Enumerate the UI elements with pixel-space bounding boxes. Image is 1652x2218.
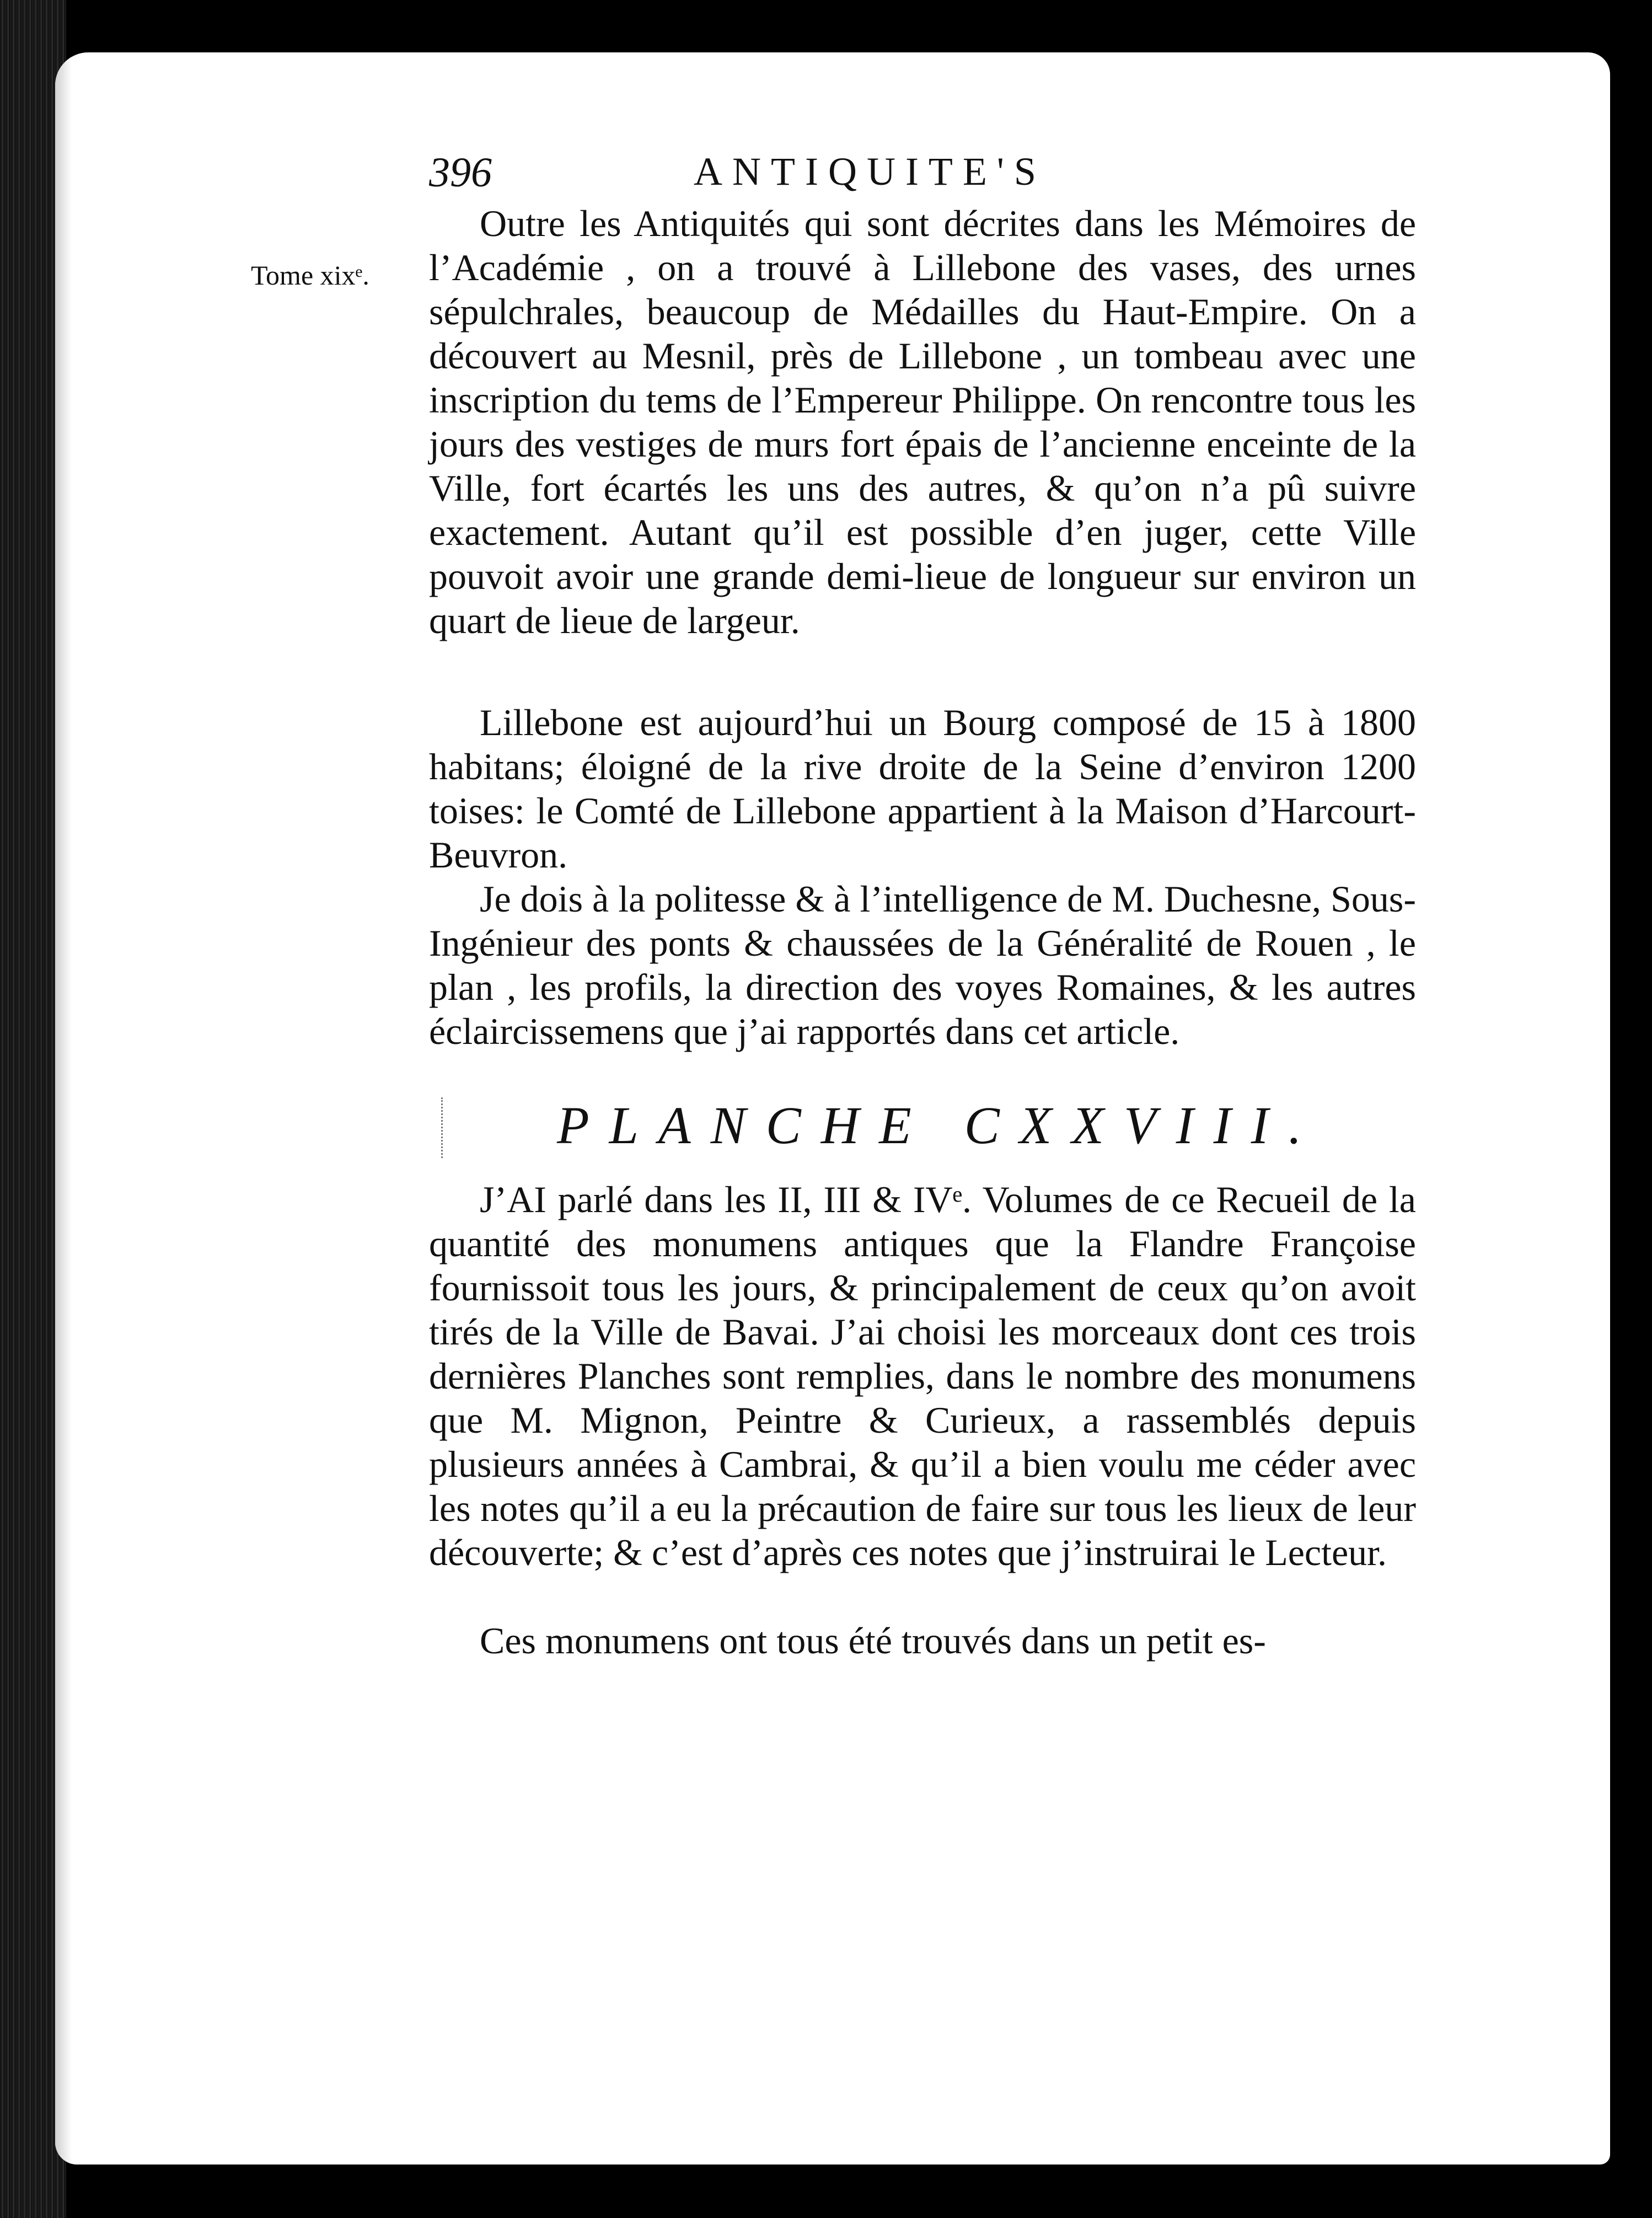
plate-heading: PLANCHE CXXVIII. [557, 1096, 1322, 1155]
margin-dotted-mark [441, 1097, 446, 1158]
running-title: ANTIQUITE'S [694, 149, 1046, 194]
text-block-2 [429, 700, 1416, 877]
text-block-1 [429, 201, 1416, 642]
paragraph-4: J’AI parlé dans les II, III & IVᵉ. Volumes de ce Recueil de la quantité des monumens antiques que la Flandre Françoise fournissoit tous les jours, & principalement de ceux qu’on avoit tirés de la Ville de Bavai. J’ai choisi les morceaux dont ces trois dernières Planches sont remplies, dans le nombre des monumens que M. Mignon, Peintre & Curieux, a rassemblés depuis plusieurs années à Cambrai, & qu’il a bien voulu me céder avec les notes qu’il a eu la précaution de faire sur tous les lieux de leur découverte; & c’est d’après ces notes que j’instruirai le Lecteur. [429, 1178, 1416, 1573]
paragraph-1: Outre les Antiquités qui sont décrites dans les Mémoires de l’Académie , on a trouvé à Lillebone des vases, des urnes sépulchrales, beaucoup de Médailles du Haut-Empire. On a découvert au Mesnil, près de Lillebone , un tombeau avec une inscription du tems de l’Empereur Philippe. On rencontre tous les jours des vestiges de murs fort épais de l’ancienne enceinte de la Ville, fort écartés les uns des autres, & qu’on n’a pû suivre exactement. Autant qu’il est possible d’en juger, cette Ville pouvoit avoir une grande demi-lieue de longueur sur environ un quart de lieue de largeur. [429, 202, 1416, 641]
paragraph-2: Lillebone est aujourd’hui un Bourg composé de 15 à 1800 habitans; éloigné de la rive droite de la Seine d’environ 1200 toises: le Comté de Lillebone appartient à la Maison d’Harcourt-Beuvron. [429, 701, 1416, 876]
page-number: 396 [429, 149, 492, 196]
margin-note: Tome xixᵉ. [251, 260, 369, 291]
text-block-3 [429, 877, 1416, 1053]
text-block-4 [429, 1177, 1416, 1574]
paragraph-5: Ces monumens ont tous été trouvés dans un petit es- [480, 1620, 1266, 1662]
paragraph-3: Je dois à la politesse & à l’intelligence de M. Duchesne, Sous-Ingénieur des ponts & chaussées de la Généralité de Rouen , le plan , les profils, la direction des voyes Romaines, & les autres éclaircissemens que j’ai rapportés dans cet article. [429, 878, 1416, 1052]
page-gutter-shadow [55, 52, 72, 2165]
text-block-5 [429, 1619, 1416, 1663]
page-header [429, 149, 1416, 210]
